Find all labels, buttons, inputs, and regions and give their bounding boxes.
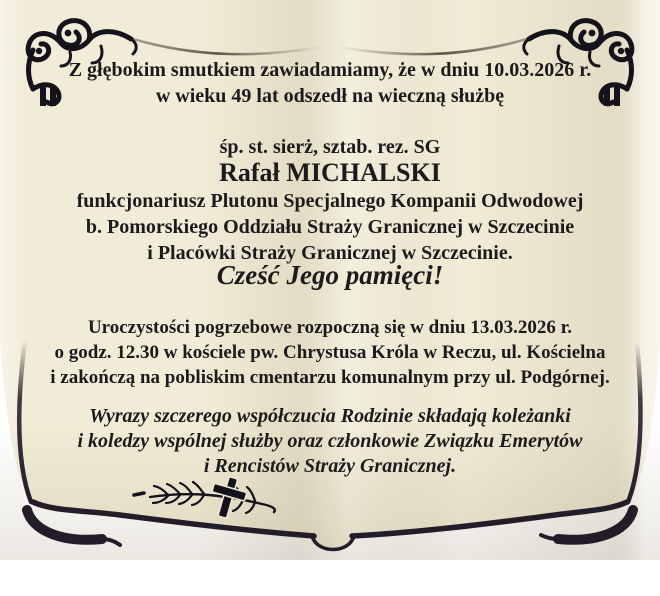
affiliation-line-2: b. Pomorskiego Oddziału Straży Granicznej w Szczecinie [85, 216, 575, 238]
condolences-text [0, 404, 660, 479]
affiliation-line-3: i Placówki Straży Granicznej w Szczecinie. [147, 242, 513, 264]
intro-announcement [0, 57, 660, 109]
deceased-name: Rafał MICHALSKI [219, 158, 441, 187]
intro-line-1: Z głębokim smutkiem zawiadamiamy, że w dniu 10.03.2026 r. [68, 59, 592, 81]
funeral-line-1: Uroczystości pogrzebowe rozpoczną się w dniu 13.03.2026 r. [87, 317, 573, 338]
affiliation-line-1: funkcjonariusz Plutonu Specjalnego Kompanii Odwodowej [76, 190, 584, 212]
funeral-details [0, 315, 660, 390]
funeral-line-3: i zakończą na pobliskim cmentarzu komunalnym przy ul. Podgórnej. [50, 367, 610, 388]
tribute-line: Cześć Jego pamięci! [216, 260, 444, 290]
funeral-line-2: o godz. 12.30 w kościele pw. Chrystusa Króla w Reczu, ul. Kościelna [54, 342, 606, 363]
condolence-line-3: i Rencistów Straży Granicznej. [203, 455, 457, 477]
intro-line-2: w wieku 49 lat odszedł na wieczną służbę [155, 85, 505, 107]
condolence-line-1: Wyrazy szczerego współczucia Rodzinie składają koleżanki [89, 405, 571, 427]
deceased-rank: śp. st. sierż, sztab. rez. SG [219, 136, 441, 158]
condolence-line-2: i koledzy wspólnej służby oraz członkowie Związku Emerytów [77, 430, 583, 452]
deceased-details [0, 134, 660, 266]
